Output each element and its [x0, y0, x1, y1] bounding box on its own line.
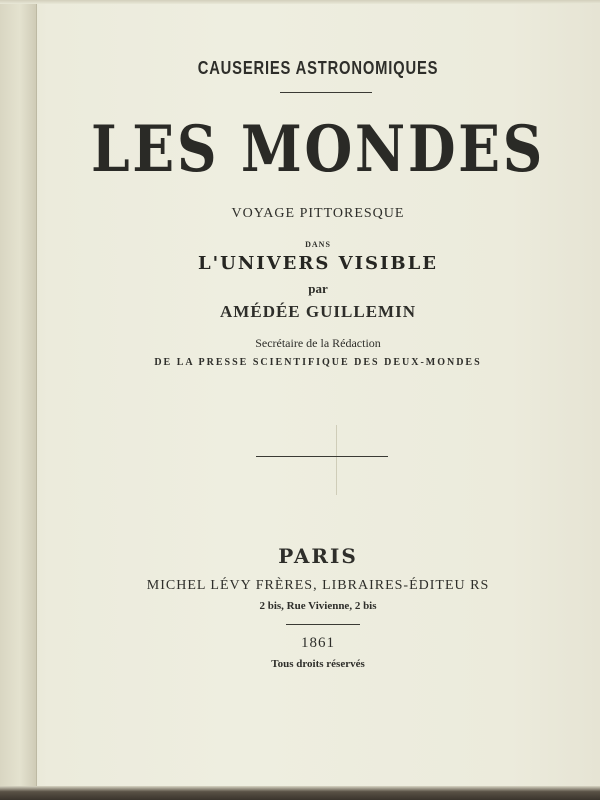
rights-notice: Tous droits réservés	[271, 658, 365, 670]
series-rule	[280, 92, 372, 93]
imprint-address: 2 bis, Rue Vivienne, 2 bis	[259, 600, 377, 612]
by-word: par	[308, 281, 328, 296]
imprint-publisher: MICHEL LÉVY FRÈRES, LIBRAIRES-ÉDITEU RS	[146, 578, 490, 593]
title-page-content	[36, 0, 600, 786]
book-title: LES MONDES	[91, 112, 545, 187]
author-role: Secrétaire de la Rédaction	[255, 336, 381, 350]
subtitle: VOYAGE PITTORESQUE	[231, 206, 405, 221]
page-gutter	[0, 0, 37, 791]
paper-crease	[336, 425, 337, 495]
publication-name: DE LA PRESSE SCIENTIFIQUE DES DEUX-MONDES	[154, 357, 482, 368]
connector-word: DANS	[305, 240, 331, 249]
subject-heading: L'UNIVERS VISIBLE	[197, 253, 439, 274]
author-name: AMÉDÉE GUILLEMIN	[220, 302, 416, 321]
imprint-city: PARIS	[278, 544, 358, 568]
page-bottom-edge	[0, 786, 600, 800]
series-title: CAUSERIES ASTRONOMIQUES	[197, 58, 439, 78]
section-rule	[256, 456, 388, 457]
imprint-rule	[286, 624, 360, 625]
imprint-year: 1861	[301, 635, 335, 651]
